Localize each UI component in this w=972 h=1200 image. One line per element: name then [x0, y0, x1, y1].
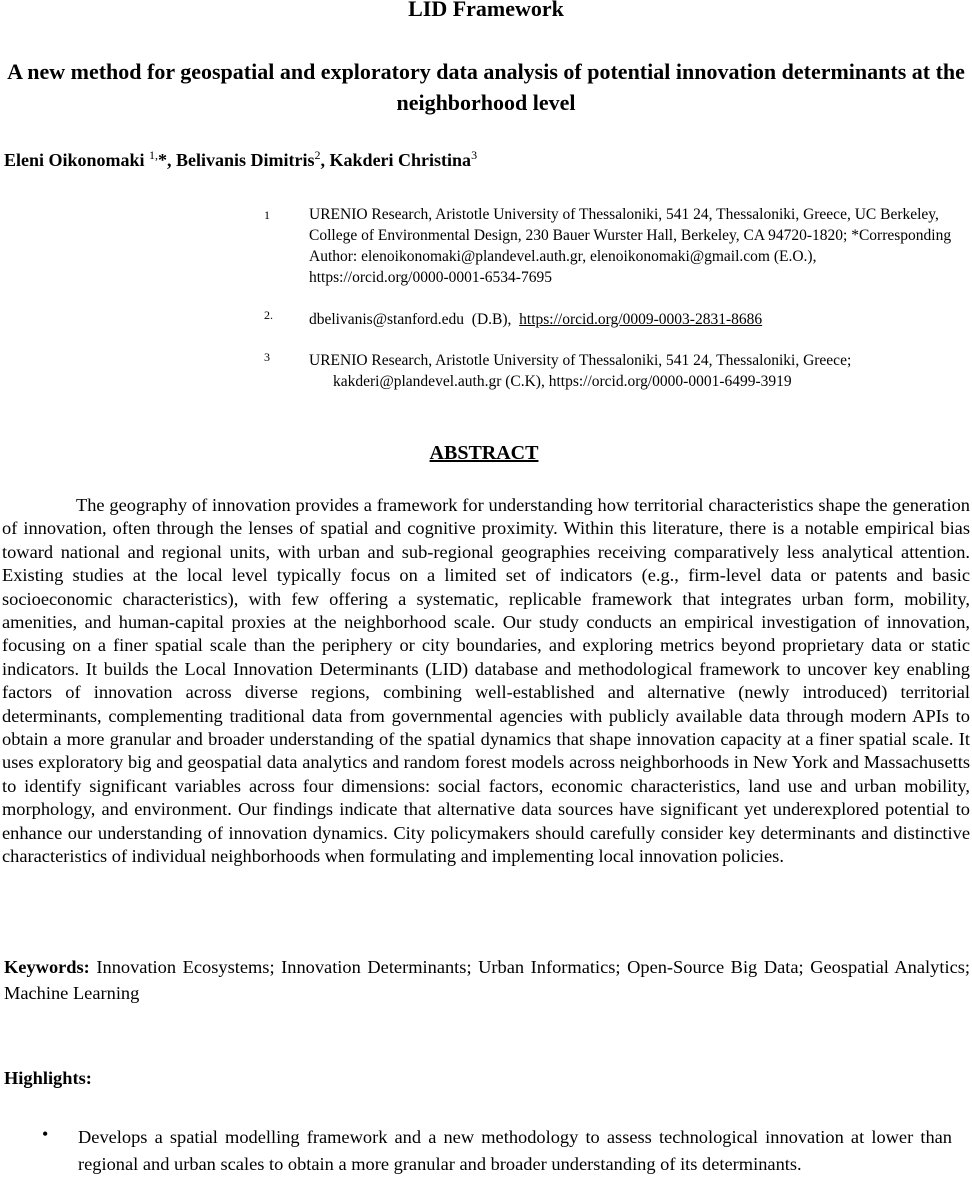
affiliation-text: URENIO Research, Aristotle University of Thessaloniki, 541 24, Thessaloniki, Greece, UC Berkeley, College of Environmental Design, 230 Bauer Wurster Hall, Berkeley, CA 94720-1820; *Corresponding Author: elenoikonomaki@plandevel.auth.gr, elenoikonomaki@gmail.com (E.O.), https://orcid.org/0000-0001-6534-7695	[309, 206, 952, 286]
author-affiliation-mark: 2	[314, 148, 321, 162]
affiliation-text: URENIO Research, Aristotle University of Thessaloniki, 541 24, Thessaloniki, Greece;	[309, 352, 852, 369]
abstract-heading: ABSTRACT	[429, 442, 539, 464]
author-name: Eleni Oikonomaki	[4, 150, 145, 170]
author-affiliation-mark: 1,	[149, 148, 159, 162]
keywords-label: Keywords:	[4, 957, 90, 977]
author-name: Kakderi Christina	[329, 150, 472, 170]
affiliation-number: 2.	[264, 308, 273, 322]
corresponding-author-mark: *	[158, 150, 168, 170]
author-list: Eleni Oikonomaki $^{1,}$*, Belivanis Dimitris$^2$, Kakderi Christina$^3$	[4, 148, 478, 170]
paper-title: LID Framework	[408, 0, 564, 21]
highlight-item: Develops a spatial modelling framework and a new methodology to assess technological innovation at lower than regional and urban scales to obtain a more granular and broader understanding of its determinants.	[78, 1127, 952, 1174]
highlights-heading: Highlights:	[4, 1068, 92, 1088]
affiliation-number: 1	[264, 208, 270, 222]
affiliation-email: dbelivanis@stanford.edu	[309, 311, 465, 328]
affiliation-number: 3	[264, 350, 270, 364]
author-affiliation-mark: 3	[471, 148, 478, 162]
keywords	[4, 954, 970, 1006]
affiliation-text: dbelivanis@stanford.edu (D.B), https://orcid.org/0009-0003-2831-8686	[309, 311, 763, 328]
bullet-icon: •	[42, 1124, 49, 1144]
affiliation-text: kakderi@plandevel.auth.gr (C.K), https://orcid.org/0000-0001-6499-3919	[333, 373, 792, 390]
keywords-text: Innovation Ecosystems; Innovation Determinants; Urban Informatics; Open-Source Big Data; Geospatial Analytics; Machine Learning	[4, 957, 970, 1003]
paper-subtitle: A new method for geospatial and exploratory data analysis of potential innovation determinants at the neighborhood level	[7, 59, 965, 115]
abstract-paragraph: The geography of innovation provides a framework for understanding how territorial characteristics shape the generation of innovation, often through the lenses of spatial and cognitive proximity. Within this literature, there is a notable empirical bias toward national and regional units, with urban and sub-regional geographies receiving comparatively less analytical attention. Existing studies at the local level typically focus on a limited set of indicators (e.g., firm-level data or patents and basic socioeconomic characteristics), with few offering a systematic, replicable framework that integrates urban form, mobility, amenities, and human-capital proxies at the neighborhood scale. Our study conducts an empirical investigation of innovation, focusing on a finer spatial scale than the periphery or city boundaries, and exploring metrics beyond proprietary data or static indicators. It builds the Local Innovation Determinants (LID) database and methodological framework to uncover key enabling factors of innovation across diverse regions, combining well-established and alternative (newly introduced) territorial determinants, complementing traditional data from governmental agencies with publicly available data through modern APIs to obtain a more granular and broader understanding of the spatial dynamics that shape innovation capacity at a finer spatial scale. It uses exploratory big and geospatial data analytics and random forest models across neighborhoods in New York and Massachusetts to identify significant variables across four dimensions: social factors, economic characteristics, land use and urban mobility, morphology, and environment. Our findings indicate that alternative data sources have significant yet underexplored potential to enhance our understanding of innovation dynamics. City policymakers should carefully consider key determinants and distinctive characteristics of individual neighborhoods when formulating and implementing local innovation policies.	[2, 495, 970, 867]
author-name: Belivanis Dimitris	[176, 150, 315, 170]
orcid-link[interactable]: https://orcid.org/0009-0003-2831-8686	[519, 311, 763, 328]
